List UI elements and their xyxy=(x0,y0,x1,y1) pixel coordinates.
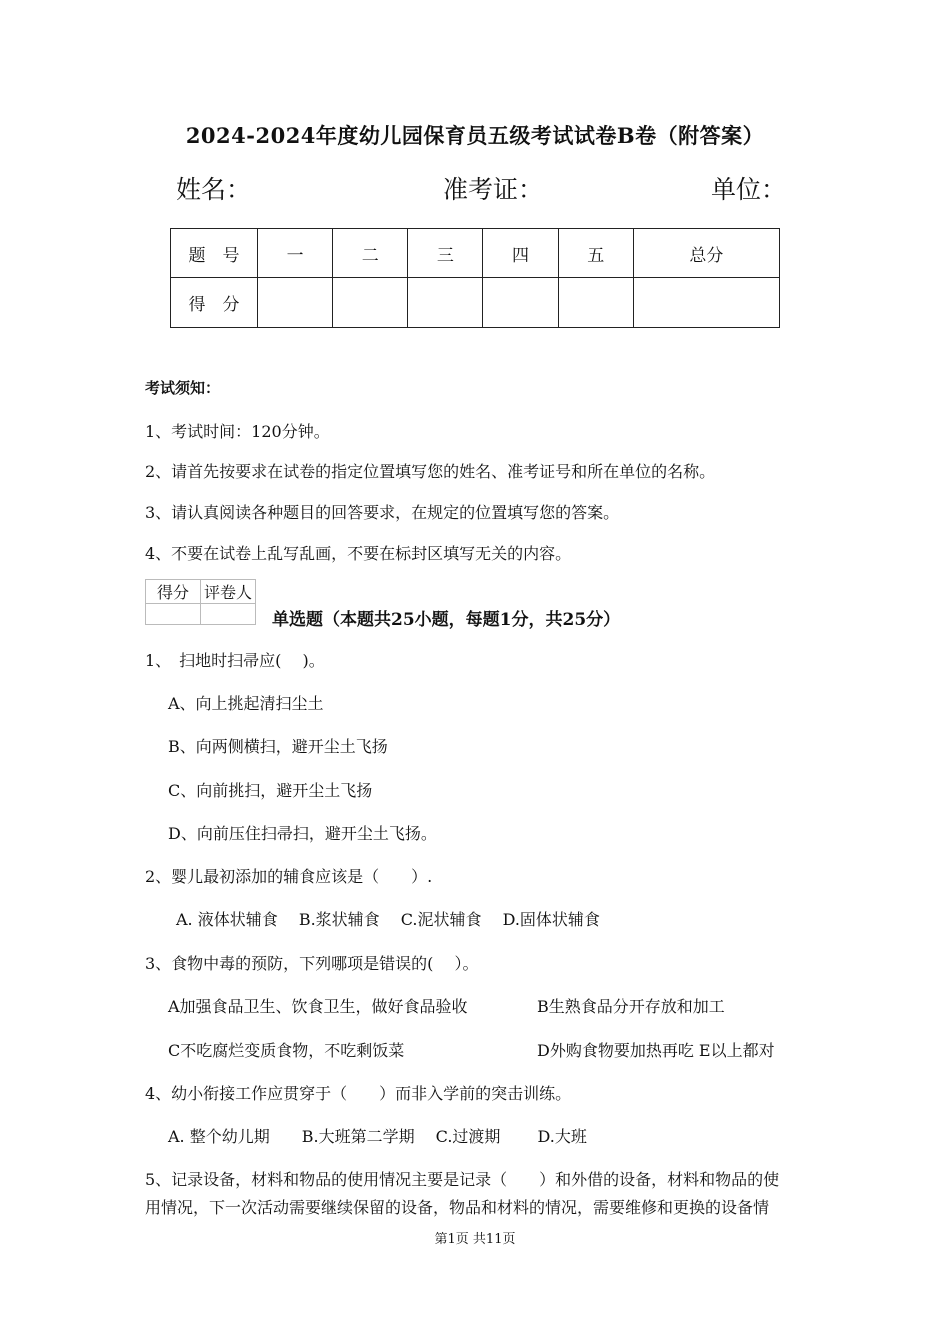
score-cell[interactable] xyxy=(333,278,408,328)
score-table-header: 三 xyxy=(408,229,483,278)
question-1-option-a: A、向上挑起清扫尘土 xyxy=(168,694,324,713)
score-cell[interactable] xyxy=(633,278,779,328)
score-cell[interactable] xyxy=(483,278,558,328)
question-3-stem: 3、食物中毒的预防，下列哪项是错误的( ）。 xyxy=(145,954,479,973)
score-table-score-row xyxy=(171,278,780,328)
score-row-label: 得 分 xyxy=(171,278,258,328)
score-cell[interactable] xyxy=(408,278,483,328)
question-1-option-b: B、向两侧横扫，避开尘土飞扬 xyxy=(168,737,388,756)
score-table-header: 四 xyxy=(483,229,558,278)
score-cell[interactable] xyxy=(258,278,333,328)
notice-item: 4、不要在试卷上乱写乱画，不要在标封区填写无关的内容。 xyxy=(145,544,572,563)
score-table-header: 总分 xyxy=(633,229,779,278)
unit-field-label: 单位： xyxy=(711,175,787,204)
question-1-option-d: D、向前压住扫帚扫，避开尘土飞扬。 xyxy=(168,824,437,843)
score-table xyxy=(170,228,780,328)
question-1-option-c: C、向前挑扫，避开尘土飞扬 xyxy=(168,781,373,800)
score-table-header: 五 xyxy=(558,229,633,278)
question-1-stem: 1、 扫地时扫帚应( )。 xyxy=(145,651,325,670)
grader-table xyxy=(145,579,256,625)
notice-item: 1、考试时间：120分钟。 xyxy=(145,422,330,441)
name-field-label: 姓名： xyxy=(176,175,252,204)
grader-reviewer-label: 评卷人 xyxy=(201,580,256,604)
question-3-option-a: A加强食品卫生、饮食卫生，做好食品验收 xyxy=(168,997,468,1016)
grader-score-cell[interactable] xyxy=(146,604,201,625)
question-3-option-b: B生熟食品分开存放和加工 xyxy=(537,997,725,1016)
question-3-option-c: C不吃腐烂变质食物，不吃剩饭菜 xyxy=(168,1041,405,1060)
grader-reviewer-cell[interactable] xyxy=(201,604,256,625)
question-5-line-1: 5、记录设备，材料和物品的使用情况主要是记录（ ）和外借的设备，材料和物品的使 xyxy=(145,1170,780,1189)
question-5-line-2: 用情况，下一次活动需要继续保留的设备，物品和材料的情况，需要维修和更换的设备情 xyxy=(145,1198,770,1217)
question-4-stem: 4、幼小衔接工作应贯穿于（ ）而非入学前的突击训练。 xyxy=(145,1084,572,1103)
question-2-options: A. 液体状辅食 B.浆状辅食 C.泥状辅食 D.固体状辅食 xyxy=(176,910,600,929)
notice-item: 2、请首先按要求在试卷的指定位置填写您的姓名、准考证号和所在单位的名称。 xyxy=(145,462,716,481)
page-footer: 第1页 共11页 xyxy=(434,1232,516,1247)
question-4-options: A. 整个幼儿期 B.大班第二学期 C.过渡期 D.大班 xyxy=(168,1127,587,1146)
section-title: 单选题（本题共25小题，每题1分，共25分） xyxy=(272,610,621,630)
page-title: 2024-2024年度幼儿园保育员五级考试试卷B卷（附答案） xyxy=(185,123,765,148)
score-table-header: 一 xyxy=(258,229,333,278)
question-3-option-d: D外购食物要加热再吃 E以上都对 xyxy=(537,1041,775,1060)
score-cell[interactable] xyxy=(558,278,633,328)
notice-item: 3、请认真阅读各种题目的回答要求，在规定的位置填写您的答案。 xyxy=(145,503,620,522)
score-table-header-row xyxy=(171,229,780,278)
notice-heading: 考试须知： xyxy=(145,379,221,397)
exam-number-field-label: 准考证： xyxy=(443,175,544,204)
score-table-header: 题 号 xyxy=(171,229,258,278)
score-table-header: 二 xyxy=(333,229,408,278)
question-2-stem: 2、婴儿最初添加的辅食应该是（ ）. xyxy=(145,867,433,886)
grader-score-label: 得分 xyxy=(146,580,201,604)
